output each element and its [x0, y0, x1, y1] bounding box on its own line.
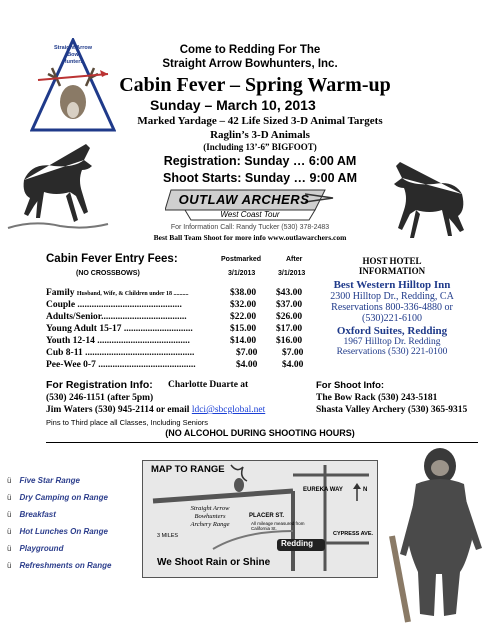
map-range-line1: Straight Arrow [190, 505, 230, 512]
amenity-item: ü Dry Camping on Range [7, 493, 108, 502]
map-range-label [175, 505, 245, 529]
map-eureka-way: EUREKA WAY [303, 487, 343, 493]
map-range-line2: Bowhunters [194, 513, 226, 520]
fee-value-postmarked: $22.00 [230, 312, 257, 322]
map-cypress: CYPRESS AVE. [333, 531, 374, 537]
jim-line: Jim Waters (530) 945-2114 or email [46, 405, 190, 415]
outlaw-info-call: For Information Call: Randy Tucker (530) 378-2483 [170, 224, 330, 231]
outlaw-tour: West Coast Tour [220, 210, 280, 219]
event-date: Sunday – March 10, 2013 [150, 97, 316, 113]
fee-value-postmarked: $38.00 [230, 288, 257, 298]
map-title: MAP TO RANGE [151, 464, 225, 475]
club-logo [30, 38, 116, 134]
hotel-heading-2: INFORMATION [358, 266, 426, 276]
hotel2-name: Oxford Suites, Redding [336, 325, 448, 337]
bigfoot-line: (Including 13’-6” BIGFOOT) [203, 142, 317, 152]
shoot-info-line2: Shasta Valley Archery (530) 365-9315 [316, 405, 468, 415]
hotel1-phone: (530)221-6100 [362, 313, 422, 324]
logo-text-line1: Straight Arrow [54, 45, 92, 51]
divider [46, 442, 478, 443]
map-redding: Redding [281, 539, 313, 548]
fee-value-postmarked: $14.00 [230, 336, 257, 346]
registration-phone: (530) 246-1151 (after 5pm) [46, 393, 154, 403]
registration-info-heading: For Registration Info: [46, 379, 153, 391]
amenity-item: ü Refreshments on Range [7, 561, 112, 570]
fee-label: Family [46, 288, 75, 298]
fees-col1-date: 3/1/2013 [228, 270, 256, 277]
fees-col2-date: 3/1/2013 [278, 270, 306, 277]
fee-label: Cub 8-11 .............................................. [46, 348, 195, 358]
yardage-line: Marked Yardage – 42 Life Sized 3-D Animal Targets [137, 115, 383, 127]
outlaw-title: OUTLAW ARCHERS [178, 192, 310, 207]
fee-value-postmarked: $32.00 [230, 300, 257, 310]
fee-label: Couple ............................................ [46, 300, 182, 310]
hotel1-name: Best Western Hilltop Inn [333, 279, 451, 291]
shoot-start-time: Shoot Starts: Sunday … 9:00 AM [162, 171, 357, 185]
registration-contact: Charlotte Duarte at [168, 380, 249, 390]
map-to-range [142, 460, 378, 578]
registration-time: Registration: Sunday … 6:00 AM [163, 154, 357, 168]
bigfoot-illustration [386, 444, 492, 624]
amenity-item: ü Five Star Range [7, 476, 80, 485]
deer-left-illustration [4, 140, 112, 230]
hotel1-address: 2300 Hilltop Dr., Redding, CA [330, 291, 454, 302]
fee-value-after: $43.00 [276, 288, 303, 298]
event-title: Cabin Fever – Spring Warm-up [119, 74, 391, 96]
outlaw-best-ball: Best Ball Team Shoot for more info www.outlawarchers.com [153, 233, 347, 242]
outlaw-archers-logo [165, 188, 335, 222]
fee-label: Youth 12-14 ....................................... [46, 336, 190, 346]
map-north-marker: N [363, 487, 368, 493]
shoot-info-heading: For Shoot Info: [316, 380, 385, 391]
logo-text-line2: Bow [67, 52, 79, 58]
fee-label: Young Adult 15-17 ............................. [46, 324, 193, 334]
shoot-info-line1: The Bow Rack (530) 243-5181 [316, 393, 438, 403]
hotel-section [300, 256, 484, 357]
no-crossbows: (NO CROSSBOWS) [76, 270, 140, 277]
map-range-line3: Archery Range [190, 521, 230, 528]
amenity-item: ü Hot Lunches On Range [7, 527, 108, 536]
fee-value-postmarked: $7.00 [236, 348, 258, 358]
fees-heading: Cabin Fever Entry Fees: [46, 253, 178, 265]
club-name: Straight Arrow Bowhunters, Inc. [162, 58, 338, 70]
hotel2-reservations: Reservations (530) 221-0100 [336, 347, 448, 357]
fee-value-after: $7.00 [282, 348, 304, 358]
fee-value-after: $26.00 [276, 312, 303, 322]
amenity-item: ü Breakfast [7, 510, 56, 519]
pins-note: Pins to Third place all Classes, Including Seniors [46, 418, 209, 427]
email-link[interactable]: ldci@sbcglobal.net [191, 405, 266, 415]
fee-value-after: $4.00 [282, 360, 304, 370]
fee-value-postmarked: $4.00 [236, 360, 258, 370]
amenity-item: ü Playground [7, 544, 64, 553]
hotel1-reservations: Reservations 800-336-4880 or [331, 302, 453, 313]
fee-label: Pee-Wee 0-7 ......................................... [46, 360, 196, 370]
map-mileage-note: All mileage measured from California St. [251, 521, 305, 531]
raglin-line: Raglin’s 3-D Animals [210, 129, 310, 141]
fees-col1-head: Postmarked [221, 256, 262, 263]
fees-col2-head: After [286, 256, 303, 263]
hotel2-address: 1967 Hilltop Dr. Redding [343, 337, 441, 347]
deer-right-illustration [372, 160, 490, 240]
map-rain-or-shine: We Shoot Rain or Shine [157, 557, 271, 568]
fee-sub: Husband, Wife, & Children under 18 .......... [76, 291, 189, 297]
intro-line: Come to Redding For The [179, 44, 321, 56]
fee-value-after: $16.00 [276, 336, 303, 346]
fee-label: Adults/Senior.................................... [46, 312, 187, 322]
fee-value-after: $37.00 [276, 300, 303, 310]
hotel-heading-1: HOST HOTEL [362, 256, 422, 266]
registration-jim [46, 405, 265, 415]
logo-text-line3: Hunters [62, 59, 84, 65]
fee-value-after: $17.00 [276, 324, 303, 334]
no-alcohol-notice: (NO ALCOHOL DURING SHOOTING HOURS) [165, 428, 355, 438]
map-placer-st: PLACER ST. [249, 513, 285, 519]
map-miles: 3 MILES [157, 533, 179, 539]
fee-value-postmarked: $15.00 [230, 324, 257, 334]
